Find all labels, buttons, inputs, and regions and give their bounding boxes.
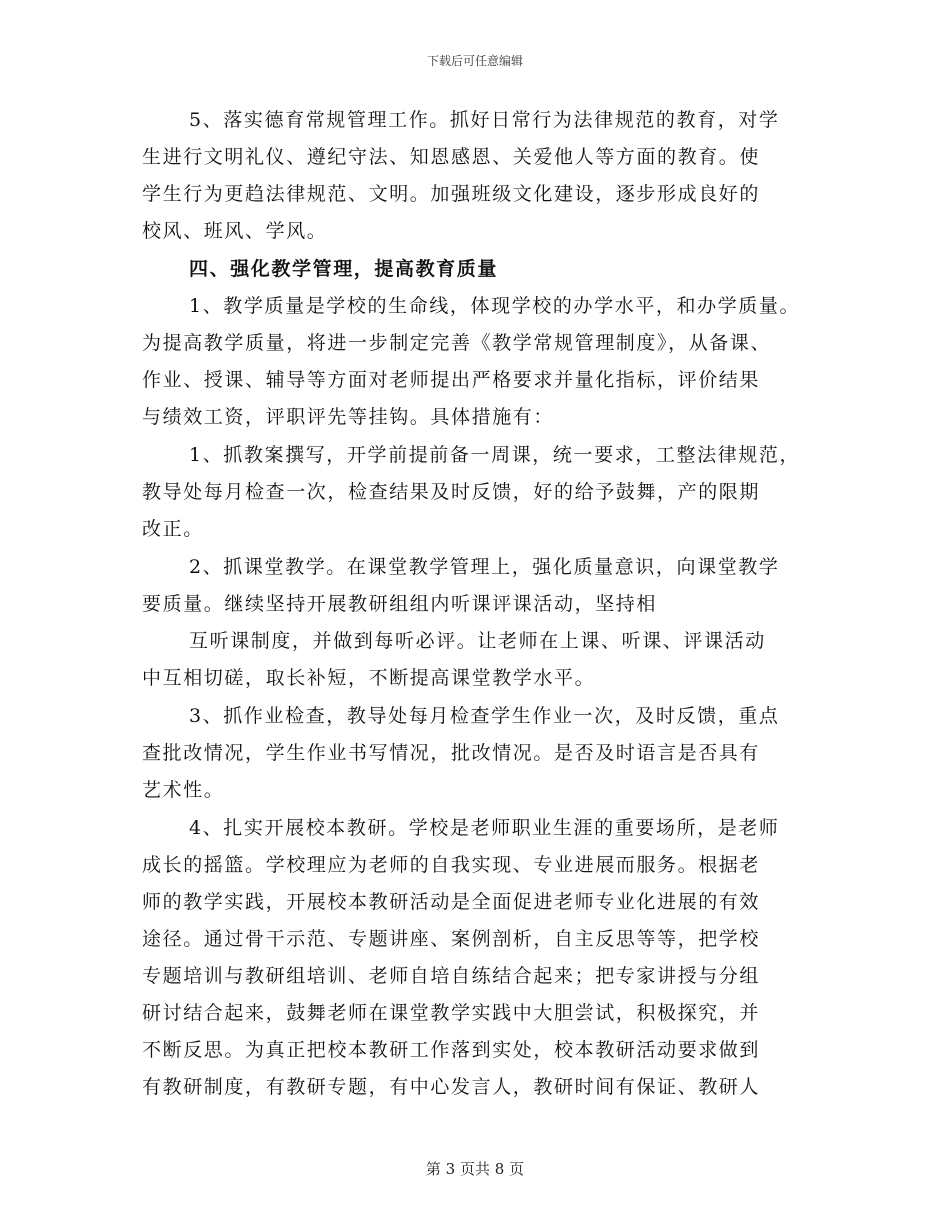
measure-1-line-3: 改正。 [142, 518, 204, 540]
page-header: 下载后可任意编辑 [426, 54, 523, 68]
measure-4-line-8: 有教研制度，有教研专题，有中心发言人，教研时间有保证、教研人 [142, 1076, 761, 1098]
section-heading-4: 四、强化教学管理，提高教育质量 [189, 258, 499, 280]
paragraph-5-line-2: 生进行文明礼仪、遵纪守法、知恩感恩、关爱他人等方面的教育。使 [142, 146, 761, 168]
measure-3-line-3: 艺术性。 [142, 779, 225, 801]
measure-2-line-1: 2、抓课堂教学。在课堂教学管理上，强化质量意识，向课堂教学 [189, 556, 780, 578]
measure-4-line-3: 师的教学实践，开展校本教研活动是全面促进老师专业化进展的有效 [142, 891, 761, 913]
paragraph-5-line-4: 校风、班风、学风。 [142, 220, 328, 242]
measure-3-line-2: 查批改情况，学生作业书写情况，批改情况。是否及时语言是否具有 [142, 742, 761, 764]
paragraph-1-line-2: 为提高教学质量，将进一步制定完善《教学常规管理制度》，从备课、 [142, 332, 772, 354]
measure-2-line-3: 互听课制度，并做到每听必评。让老师在上课、听课、评课活动 [189, 630, 766, 652]
measure-2-line-2: 要质量。继续坚持开展教研组组内听课评课活动，坚持相 [142, 593, 658, 615]
paragraph-5-line-3: 学生行为更趋法律规范、文明。加强班级文化建设，逐步形成良好的 [142, 183, 761, 205]
measure-4-line-1: 4、扎实开展校本教研。学校是老师职业生涯的重要场所，是老师 [189, 817, 780, 839]
page-footer: 第 3 页共 8 页 [425, 1160, 525, 1178]
measure-4-line-2: 成长的摇篮。学校理应为老师的自我实现、专业进展而服务。根据老 [142, 854, 761, 876]
paragraph-1-line-4: 与绩效工资，评职评先等挂钩。具体措施有： [142, 406, 555, 428]
paragraph-1-line-3: 作业、授课、辅导等方面对老师提出严格要求并量化指标，评价结果 [142, 369, 761, 391]
measure-4-line-4: 途径。通过骨干示范、专题讲座、案例剖析，自主反思等等，把学校 [142, 928, 761, 950]
measure-4-line-7: 不断反思。为真正把校本教研工作落到实处，校本教研活动要求做到 [142, 1039, 761, 1061]
paragraph-5-line-1: 5、落实德育常规管理工作。抓好日常行为法律规范的教育，对学 [189, 109, 780, 131]
measure-4-line-5: 专题培训与教研组培训、老师自培自练结合起来；把专家讲授与分组 [142, 965, 761, 987]
measure-2-line-4: 中互相切磋，取长补短，不断提高课堂教学水平。 [142, 667, 596, 689]
paragraph-1-line-1: 1、教学质量是学校的生命线，体现学校的办学水平，和办学质量。 [189, 295, 801, 317]
measure-3-line-1: 3、抓作业检查，教导处每月检查学生作业一次，及时反馈，重点 [189, 705, 780, 727]
measure-4-line-6: 研讨结合起来，鼓舞老师在课堂教学实践中大胆尝试，积极探究，并 [142, 1002, 761, 1024]
measure-1-line-1: 1、抓教案撰写，开学前提前备一周课，统一要求，工整法律规范， [189, 444, 801, 466]
measure-1-line-2: 教导处每月检查一次，检查结果及时反馈，好的给予鼓舞，产的限期 [142, 481, 761, 503]
